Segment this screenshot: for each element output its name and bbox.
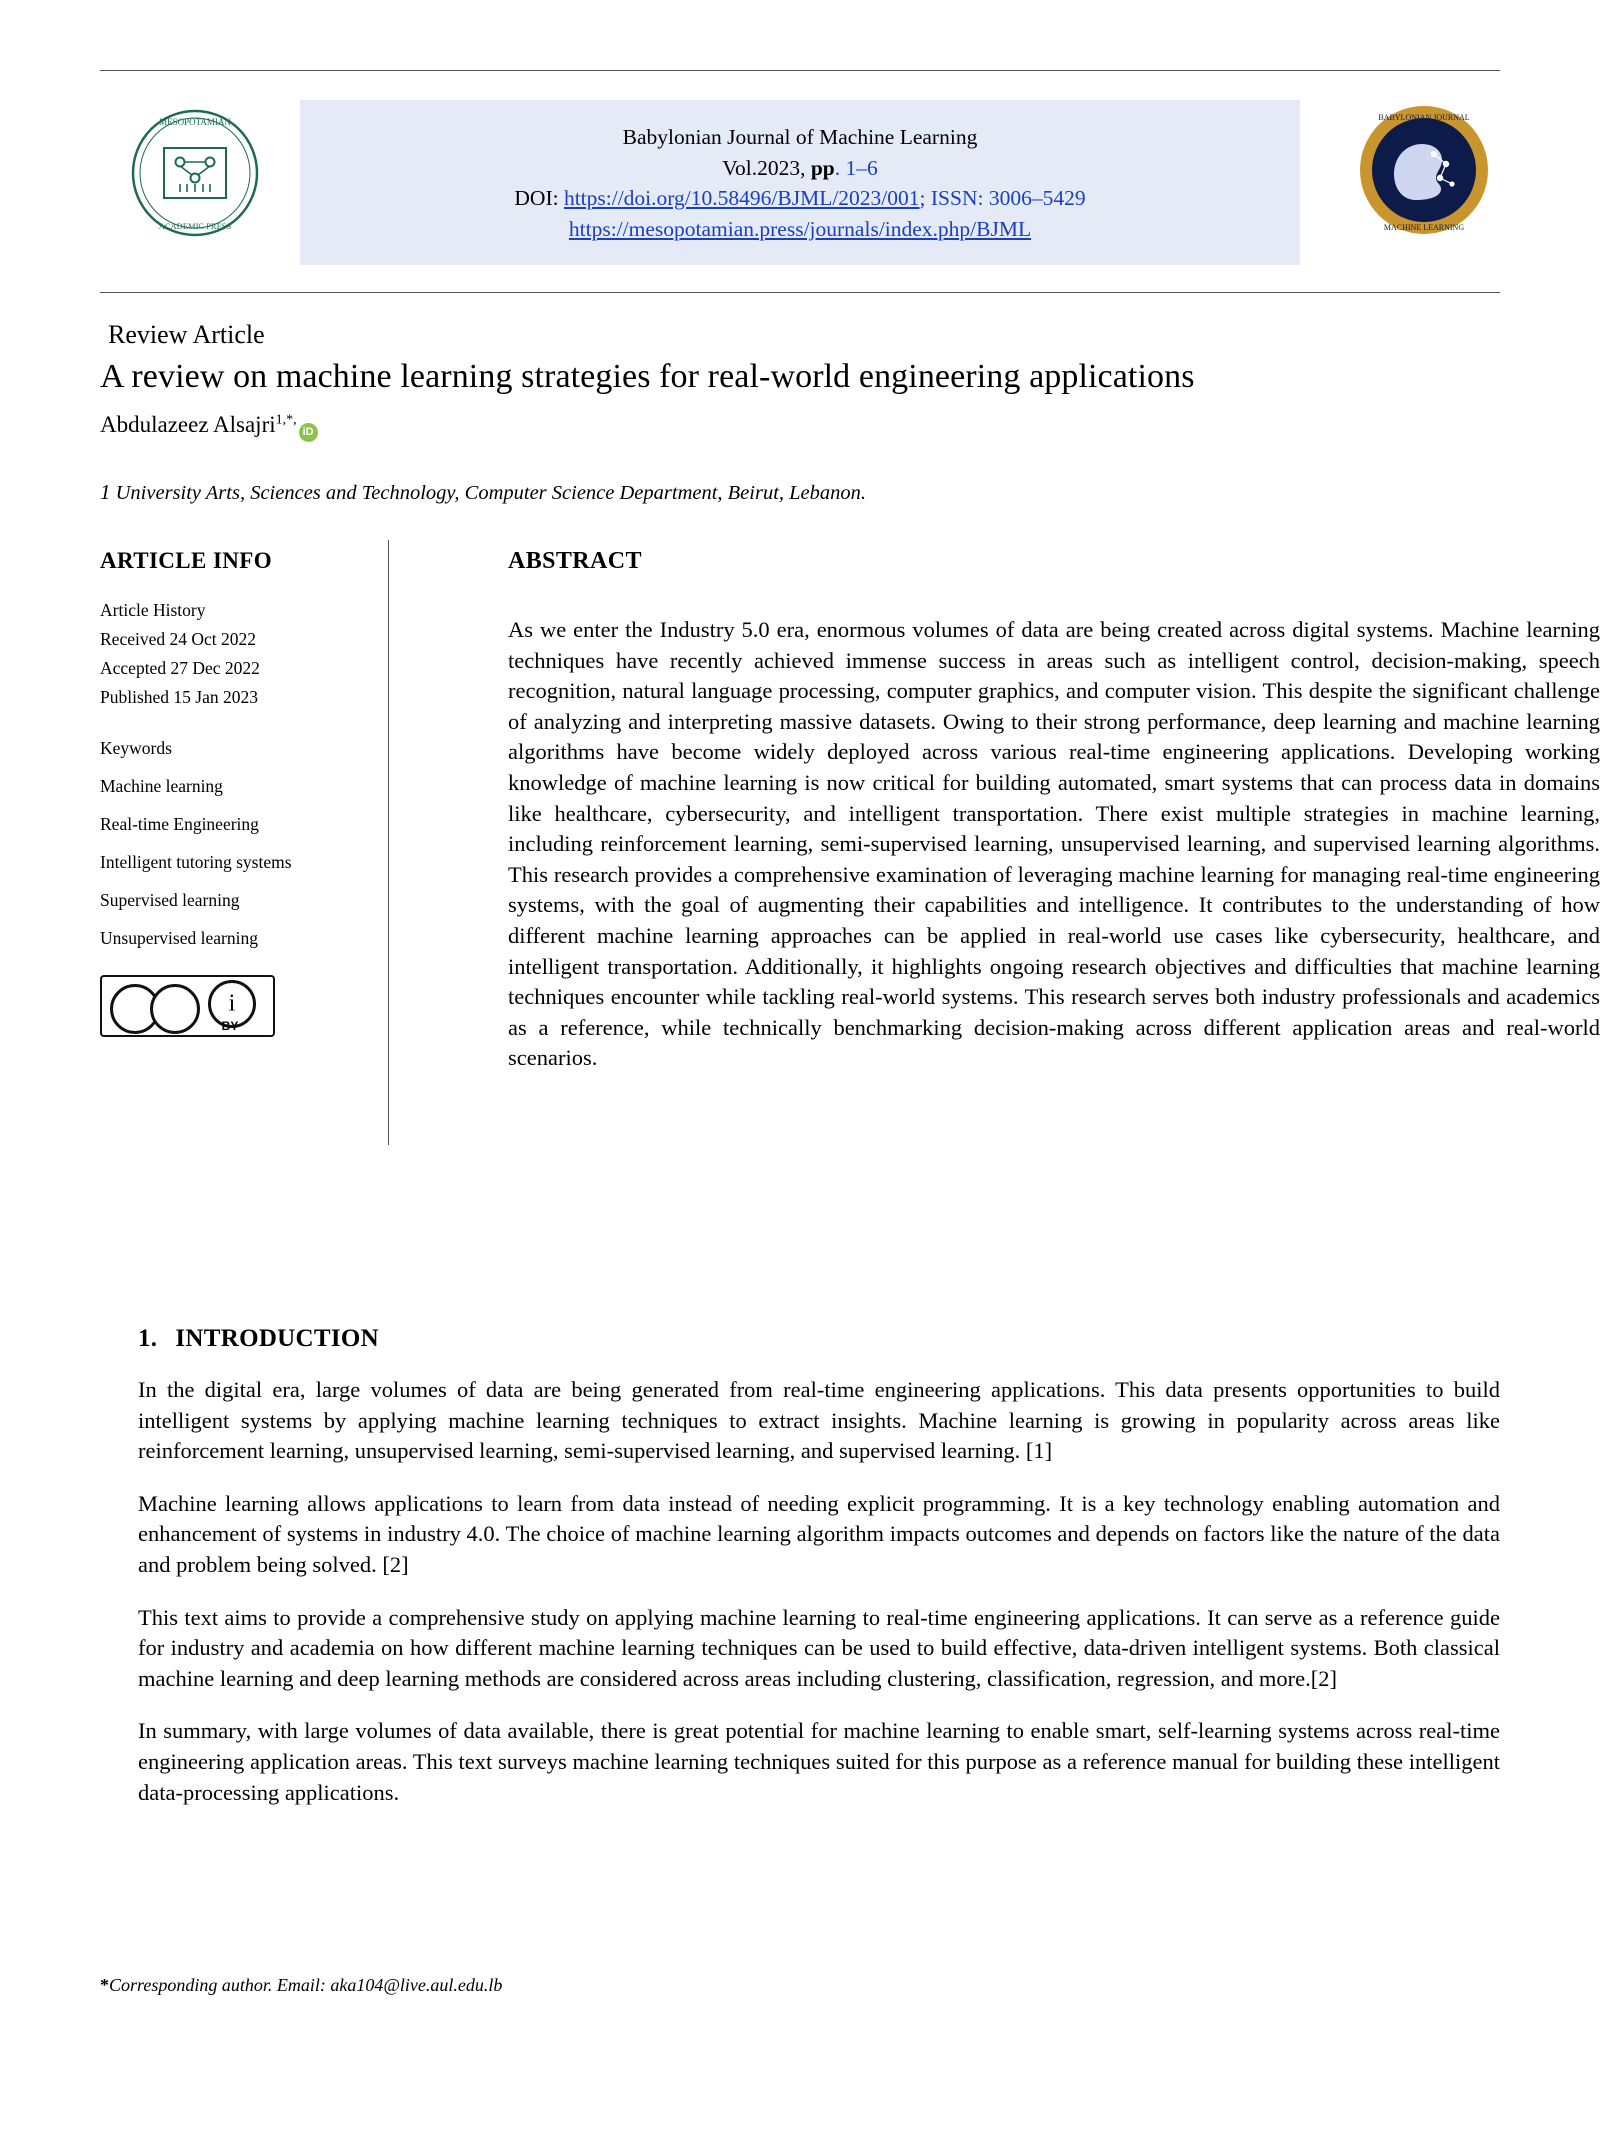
cc-person-glyph: i [228, 990, 236, 1017]
svg-text:ACADEMIC PRESS: ACADEMIC PRESS [158, 221, 232, 231]
journal-emblem-icon [1358, 104, 1490, 236]
abstract-text: As we enter the Industry 5.0 era, enormous volumes of data are being created across digital systems. Machine learning techniques have recently achieved immense success in areas such as intelligent control, decision-making, speech recognition, natural language processing, computer graphics, and computer vision. This despite the significant challenge of analyzing and interpreting massive datasets. Owing to their strong performance, deep learning and machine learning algorithms have become widely deployed across various real-time engineering applications. Developing working knowledge of machine learning is now critical for building automated, smart systems that can process data in domains like healthcare, cybersecurity, and intelligent transportation. There exist multiple strategies in machine learning, including reinforcement learning, semi-supervised learning, unsupervised learning, and supervised learning algorithms. This research provides a comprehensive examination of leveraging machine learning for managing real-time engineering systems, with the goal of augmenting their capabilities and intelligence. It contributes to the understanding of how different machine learning approaches can be applied in real-world use cases like cybersecurity, healthcare, and intelligent transportation. Additionally, it highlights ongoing research objectives and difficulties that machine learning techniques encounter while tackling real-world systems. This research serves both industry professionals and academics as a reference, while technically benchmarking decision-making across different application areas and real-world scenarios. [508, 617, 1600, 1071]
keyword-item: Machine learning [100, 776, 223, 796]
svg-text:MESOPOTAMIAN: MESOPOTAMIAN [159, 117, 231, 127]
creative-commons-badge-icon[interactable] [100, 975, 275, 1037]
svg-text:BABYLONIAN JOURNAL: BABYLONIAN JOURNAL [1378, 113, 1470, 122]
journal-name: Babylonian Journal of Machine Learning [622, 125, 978, 149]
keyword-item: Unsupervised learning [100, 928, 258, 948]
svg-text:MACHINE LEARNING: MACHINE LEARNING [1383, 223, 1465, 232]
paragraph: In the digital era, large volumes of data are being generated from real-time engineering applications. This data presents opportunities to build intelligent systems by applying machine learning techniques to extract insights. Machine learning is growing in popularity across areas like reinforcement learning, unsupervised learning, semi-supervised learning, and supervised learning. [1] [138, 1377, 1500, 1464]
footnote-text: Corresponding author. Email: aka104@live.aul.edu.lb [109, 1975, 503, 1995]
orcid-icon[interactable]: iD [299, 423, 318, 442]
affiliation-line [100, 480, 866, 505]
article-history-label: Article History [100, 600, 206, 620]
accepted-date: Accepted 27 Dec 2022 [100, 658, 260, 678]
affiliation-marker: 1 [100, 480, 111, 504]
journal-site-link[interactable]: https://mesopotamian.press/journals/index.php/BJML [568, 216, 1032, 241]
mesopotamian-academic-press-logo-icon [130, 108, 260, 238]
cc-by-label: BY [221, 1019, 239, 1033]
cc-circle-right [150, 984, 200, 1034]
introduction-body [138, 1375, 1500, 1830]
abstract-column [508, 548, 1600, 1074]
section-number: 1. [138, 1325, 158, 1352]
doi-line: DOI: https://doi.org/10.58496/BJML/2023/001; ISSN: 3006–5429 [514, 186, 1086, 211]
header-bottom-rule [100, 292, 1500, 293]
page-content [100, 0, 1600, 2132]
keywords-label: Keywords [100, 738, 172, 758]
keyword-item: Intelligent tutoring systems [100, 852, 292, 872]
received-date: Received 24 Oct 2022 [100, 629, 256, 649]
paragraph: Machine learning allows applications to learn from data instead of needing explicit programming. It is a key technology enabling automation and enhancement of systems in industry 4.0. The choice of machine learning algorithm impacts outcomes and depends on factors like the nature of the data and problem being solved. [2] [138, 1490, 1500, 1577]
author-name: Abdulazeez Alsajri [100, 412, 276, 437]
column-divider [388, 540, 389, 1145]
corresponding-author-footnote [100, 1975, 502, 1996]
volume-line: Vol.2023, pp. 1–6 [722, 155, 878, 180]
doi-link[interactable]: https://doi.org/10.58496/BJML/2023/001 [563, 186, 920, 211]
article-type-label: Review Article [108, 320, 265, 349]
journal-site-line [300, 214, 1300, 245]
header-top-rule [100, 70, 1500, 71]
journal-header-band [300, 100, 1300, 265]
article-info-column [100, 548, 375, 1037]
affiliation-text: University Arts, Sciences and Technology, Computer Science Department, Beirut, Lebanon. [110, 482, 867, 504]
paragraph: This text aims to provide a comprehensive study on applying machine learning to real-time engineering applications. It can serve as a reference guide for industry and academia on how different machine learning techniques can be used to build effective, data-driven intelligent systems. Both classical machine learning and deep learning methods are considered across areas including clustering, classification, regression, and more.[2] [138, 1604, 1500, 1691]
keyword-item: Supervised learning [100, 890, 240, 910]
page-title: A review on machine learning strategies for real-world engineering applications [100, 358, 1195, 395]
section-title: INTRODUCTION [175, 1325, 379, 1352]
author-line [100, 412, 318, 442]
article-info-heading: ARTICLE INFO [100, 548, 273, 573]
published-date: Published 15 Jan 2023 [100, 687, 258, 707]
footnote-marker: * [100, 1975, 109, 1995]
author-affiliation-marker: 1,*, [275, 412, 297, 428]
keyword-item: Real-time Engineering [100, 814, 259, 834]
introduction-heading [138, 1325, 379, 1353]
paragraph: In summary, with large volumes of data available, there is great potential for machine learning to enable smart, self-learning systems across real-time engineering application areas. This text surveys machine learning techniques suited for this purpose as a reference manual for building these intelligent data-processing applications. [138, 1718, 1500, 1805]
abstract-heading: ABSTRACT [508, 548, 642, 574]
